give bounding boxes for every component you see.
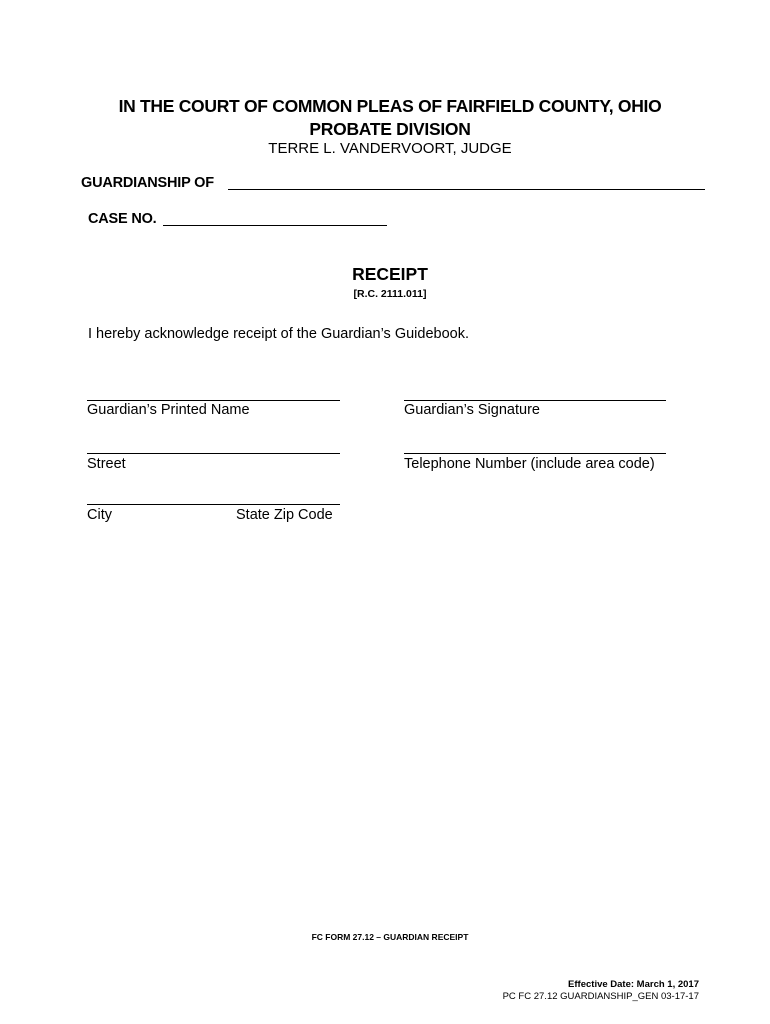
street-line[interactable] (87, 453, 340, 454)
telephone-label: Telephone Number (include area code) (404, 456, 655, 472)
printed-name-line[interactable] (87, 400, 340, 401)
city-state-zip-line[interactable] (87, 504, 340, 505)
case-no-field[interactable] (163, 225, 387, 226)
telephone-line[interactable] (404, 453, 666, 454)
division-name: PROBATE DIVISION (309, 119, 471, 139)
signature-line[interactable] (404, 400, 666, 401)
guardianship-label: GUARDIANSHIP OF (81, 175, 214, 191)
signature-label: Guardian’s Signature (404, 402, 540, 418)
acknowledgment-text: I hereby acknowledge receipt of the Guardian’s Guidebook. (88, 326, 470, 342)
statute-reference: [R.C. 2111.011] (353, 288, 427, 300)
form-code: PC FC 27.12 GUARDIANSHIP_GEN 03-17-17 (502, 991, 699, 1002)
state-zip-label: State Zip Code (236, 507, 333, 523)
judge-name: TERRE L. VANDERVOORT, JUDGE (268, 140, 512, 157)
form-name: FC FORM 27.12 – GUARDIAN RECEIPT (311, 932, 469, 942)
guardianship-field[interactable] (228, 189, 705, 190)
case-no-label: CASE NO. (88, 211, 157, 227)
printed-name-label: Guardian’s Printed Name (87, 402, 250, 418)
effective-date: Effective Date: March 1, 2017 (568, 979, 699, 990)
city-label: City (87, 507, 112, 523)
street-label: Street (87, 456, 126, 472)
court-name: IN THE COURT OF COMMON PLEAS OF FAIRFIELD COUNTY, OHIO (118, 96, 662, 116)
receipt-title: RECEIPT (352, 264, 428, 284)
